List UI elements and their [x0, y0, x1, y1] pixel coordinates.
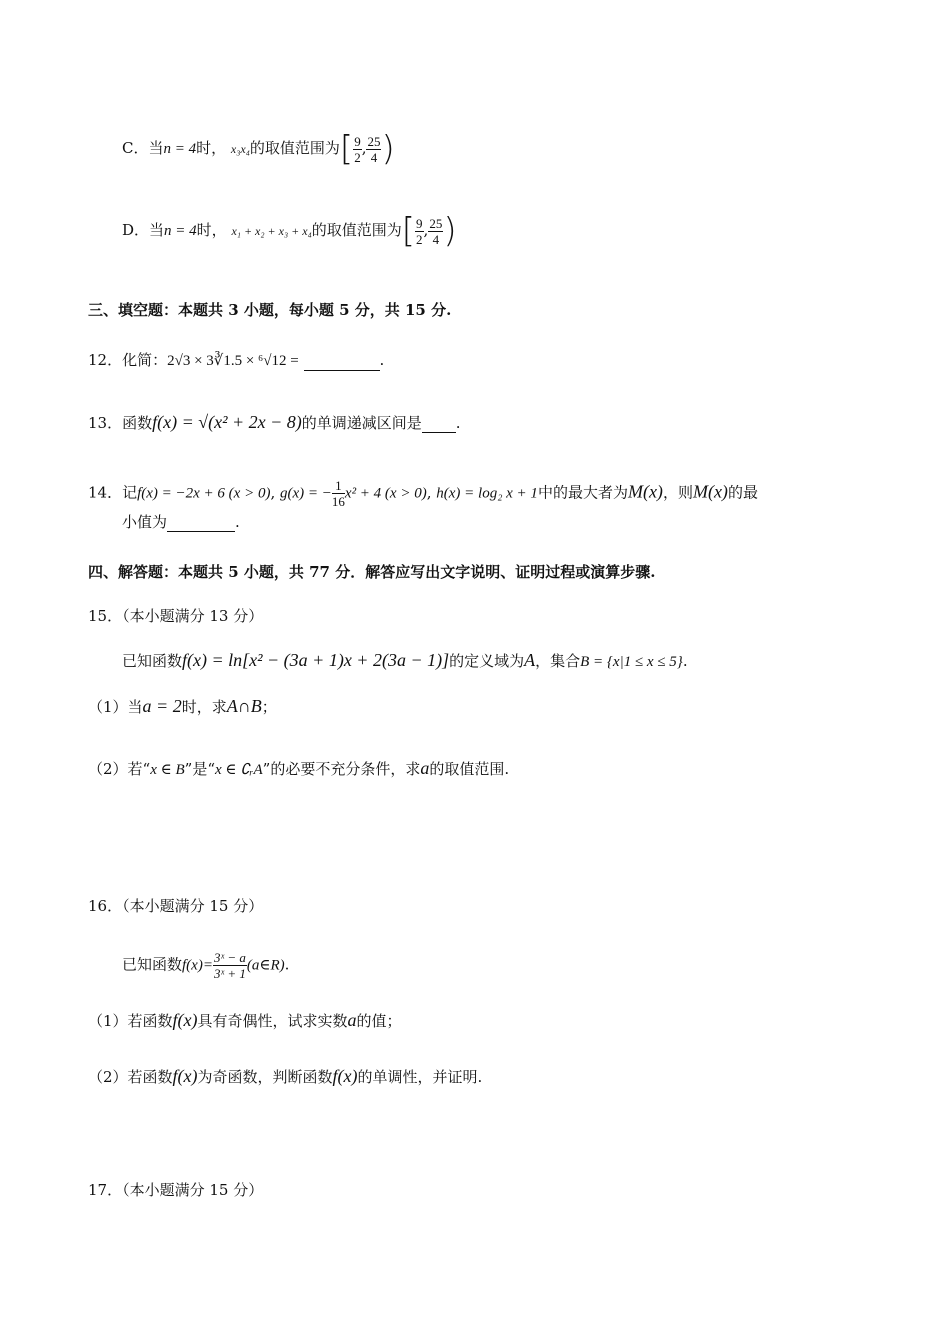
q16-p1a2: a [347, 1010, 357, 1030]
question-15-part1 [88, 696, 277, 717]
q14-h: h(x) = log₂ x + 1 [436, 485, 538, 502]
q16-p1c: 的值； [356, 1012, 402, 1030]
q14-g-rest: x² + 4 (x > 0) [344, 485, 427, 502]
q15-p2d: 的取值范围. [429, 760, 510, 778]
q15-p2e2: x ∈ ∁ᵣA [215, 762, 263, 778]
question-13 [88, 412, 461, 433]
q16-p1b: 具有奇偶性，试求实数 [197, 1012, 348, 1030]
right-paren: ) [381, 129, 395, 169]
question-16-intro [122, 950, 289, 981]
answer-blank [422, 417, 456, 433]
fraction-3x: $\frac{\text{3ˣ − a}}{\text{3ˣ + 1}}$ [213, 950, 246, 981]
question-15-intro [122, 650, 688, 672]
question-16-header: 16．（本小题满分 15 分） [88, 897, 264, 915]
q14-M: M(x) [627, 481, 663, 502]
q15-intro: 已知函数 [122, 652, 183, 670]
q15-p1expr: A∩B [226, 696, 262, 716]
question-17-header: 17．（本小题满分 15 分） [88, 1181, 264, 1199]
option-d-expr: x₁ + x₂ + x₃ + x₄ [231, 224, 312, 238]
option-d-when: 时， [196, 221, 227, 239]
q15-p2e1: x ∈ B [150, 762, 185, 778]
option-c-cond: n = 4 [163, 141, 197, 157]
q14-text2: ，则 [662, 483, 693, 502]
q14-text1: 中的最大者为 [537, 483, 628, 502]
q14-line2: 小值为 [122, 513, 168, 531]
q15-p2b: ”是“ [184, 760, 215, 778]
question-15-header: 15．（本小题满分 13 分） [88, 607, 264, 625]
option-c: C．当n = 4时， x₃x₄的取值范围为[ $\frac{9}{2}$ , $\frac{25}{4}$ ) [122, 129, 395, 169]
fraction-25-4: $\frac{25}{4}$ [429, 215, 443, 247]
q15-p2c: ”的必要不充分条件，求 [262, 760, 421, 778]
question-14-line2 [122, 512, 240, 532]
option-d-cond: n = 4 [164, 223, 197, 239]
q16-p2f: f(x) [172, 1066, 198, 1086]
fraction-25-4: $\frac{25}{4}$ [367, 133, 381, 165]
q15-p1a: （1）当 [88, 698, 143, 716]
question-12 [88, 350, 384, 371]
q13-end: . [455, 414, 461, 432]
option-c-text: 的取值范围为 [249, 139, 340, 157]
q15-B: B = {x|1 ≤ x ≤ 5} [580, 654, 683, 670]
right-paren: ) [443, 211, 457, 251]
option-d-label: D．当 [122, 221, 165, 239]
q16-p2b: 为奇函数，判断函数 [197, 1068, 333, 1086]
q16-p1a: （1）若函数 [88, 1012, 173, 1030]
q16-p2a: （2）若函数 [88, 1068, 173, 1086]
option-c-expr: x₃x₄ [230, 142, 250, 156]
q14-number: 14．记 [88, 483, 138, 502]
q14-f: f(x) = −2x + 6 (x > 0) [137, 485, 271, 502]
q12-number: 12．化简： [88, 351, 168, 369]
q15-p2a2: a [420, 758, 430, 778]
option-c-when: 时， [196, 139, 227, 157]
answer-blank [167, 516, 235, 532]
q15-set: ，集合 [535, 652, 581, 670]
fraction-1-16: $\frac{1}{16}$ [331, 478, 345, 509]
section-4-heading: 四、解答题：本题共 5 小题，共 77 分．解答应写出文字说明、证明过程或演算步骤. [88, 563, 656, 581]
question-16-part1 [88, 1010, 402, 1031]
fraction-9-2: $\frac{9}{2}$ [354, 133, 361, 165]
q15-fx: f(x) = ln[x² − (3a + 1)x + 2(3a − 1)] [182, 650, 450, 670]
q16-end: . [284, 955, 290, 974]
option-c-label: C．当 [122, 139, 164, 157]
q15-domain: 的定义域为 [449, 652, 525, 670]
q14-M-2: M(x) [692, 481, 728, 502]
q15-end: . [682, 652, 688, 670]
question-16-part2 [88, 1066, 482, 1087]
q15-p1cond: a = 2 [142, 696, 182, 716]
q15-p2a: （2）若“ [88, 760, 151, 778]
q13-text: 的单调递减区间是 [301, 414, 422, 432]
question-14: 14．记f(x) = −2x + 6 (x > 0), g(x) = − $\frac{1}{16}$ x² + 4 (x > 0), h(x) = log₂ x + 1中的最大者为M(x)，则M(x)的最 [88, 478, 758, 509]
q14-g: g(x) = − [280, 485, 332, 502]
option-d: D．当n = 4时， x₁ + x₂ + x₃ + x₄的取值范围为[ $\frac{9}{2}$ , $\frac{25}{4}$ ) [122, 211, 457, 251]
q13-number: 13．函数 [88, 414, 153, 432]
q15-p1b: 时，求 [181, 698, 227, 716]
q12-expr: 2√3 × 3∛1.5 × ⁶√12 = [167, 353, 299, 369]
q16-fx: f(x)= [182, 957, 213, 974]
question-15-part2 [88, 758, 509, 780]
q16-p2f2: f(x) [332, 1066, 358, 1086]
q15-p1end: ； [261, 698, 277, 716]
q16-p2c: 的单调性，并证明. [357, 1068, 483, 1086]
q12-end: . [379, 351, 385, 369]
answer-blank [304, 355, 380, 371]
option-d-text: 的取值范围为 [311, 221, 402, 239]
section-3-heading: 三、填空题：本题共 3 小题，每小题 5 分，共 15 分. [88, 301, 452, 319]
q16-cond: (a∈R) [246, 957, 285, 974]
q14-end: . [235, 513, 240, 531]
q14-text3: 的最 [727, 483, 758, 502]
q16-intro: 已知函数 [122, 955, 183, 974]
q15-A: A [524, 650, 536, 670]
fraction-9-2: $\frac{9}{2}$ [416, 215, 423, 247]
q16-p1f: f(x) [172, 1010, 198, 1030]
left-bracket: [ [401, 211, 416, 251]
q13-expr: f(x) = √(x² + 2x − 8) [152, 412, 302, 432]
left-bracket: [ [339, 129, 354, 169]
